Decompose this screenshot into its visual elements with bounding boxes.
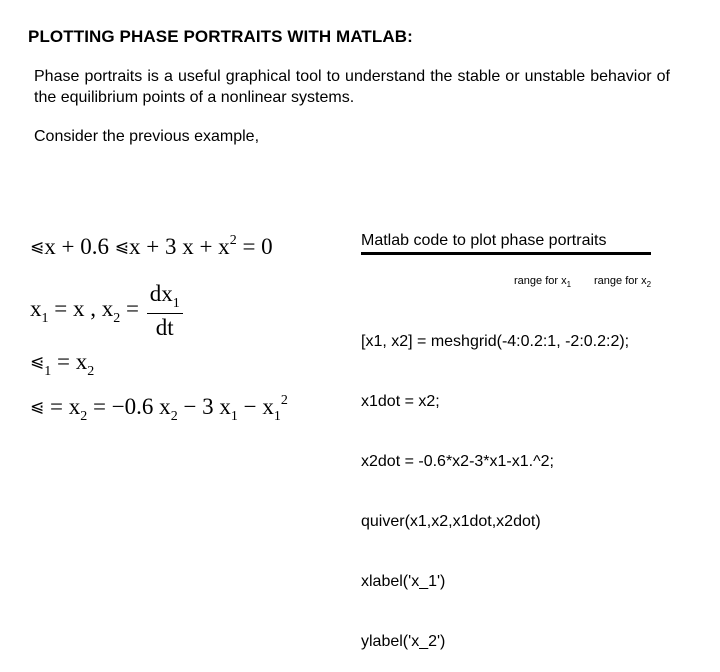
code-heading: Matlab code to plot phase portraits	[361, 232, 651, 255]
range-label-x1: range for $x_1$	[514, 275, 572, 290]
missing-glyph-box: ⩿	[30, 397, 45, 417]
missing-glyph-box: ⩿	[30, 237, 45, 257]
equation-2: $x_1 = x$ , $x_2$ = $\frac{dx_1}{dt}$	[30, 282, 185, 339]
equation-4: ⩿ = $x_2 = -0.6$ $x_2 - 3$ $x_1 - x_1^2$	[30, 393, 288, 424]
code-line: x2dot = -0.6*x2-3*x1-x1.^2;	[361, 453, 554, 470]
matlab-code-block	[361, 292, 629, 672]
missing-glyph-box: ⩿	[114, 237, 129, 257]
consider-text: Consider the previous example,	[34, 128, 260, 145]
missing-glyph-box: ⩿	[30, 352, 45, 372]
derivative-fraction: $\frac{dx_1}{dt}$	[147, 282, 183, 339]
code-line: ylabel('x_2')	[361, 633, 446, 650]
equation-3: $⩿_1 = x_2$	[30, 349, 95, 379]
range-label-x2: range for $x_2$	[594, 275, 652, 290]
code-line: quiver(x1,x2,x1dot,x2dot)	[361, 513, 541, 530]
code-line: [x1, x2] = meshgrid(-4:0.2:1, -2:0.2:2);	[361, 333, 630, 350]
intro-paragraph: Phase portraits is a useful graphical tool to understand the stable or unstable behavior of the equilibrium points of a nonlinear systems.	[34, 68, 670, 106]
slide-title: PLOTTING PHASE PORTRAITS WITH MATLAB:	[28, 27, 413, 46]
equation-1: ⩿x + 0.6 ⩿x + 3 $x + x^2 = 0$	[30, 233, 273, 259]
code-line: xlabel('x_1')	[361, 573, 446, 590]
code-line: x1dot = x2;	[361, 393, 440, 410]
